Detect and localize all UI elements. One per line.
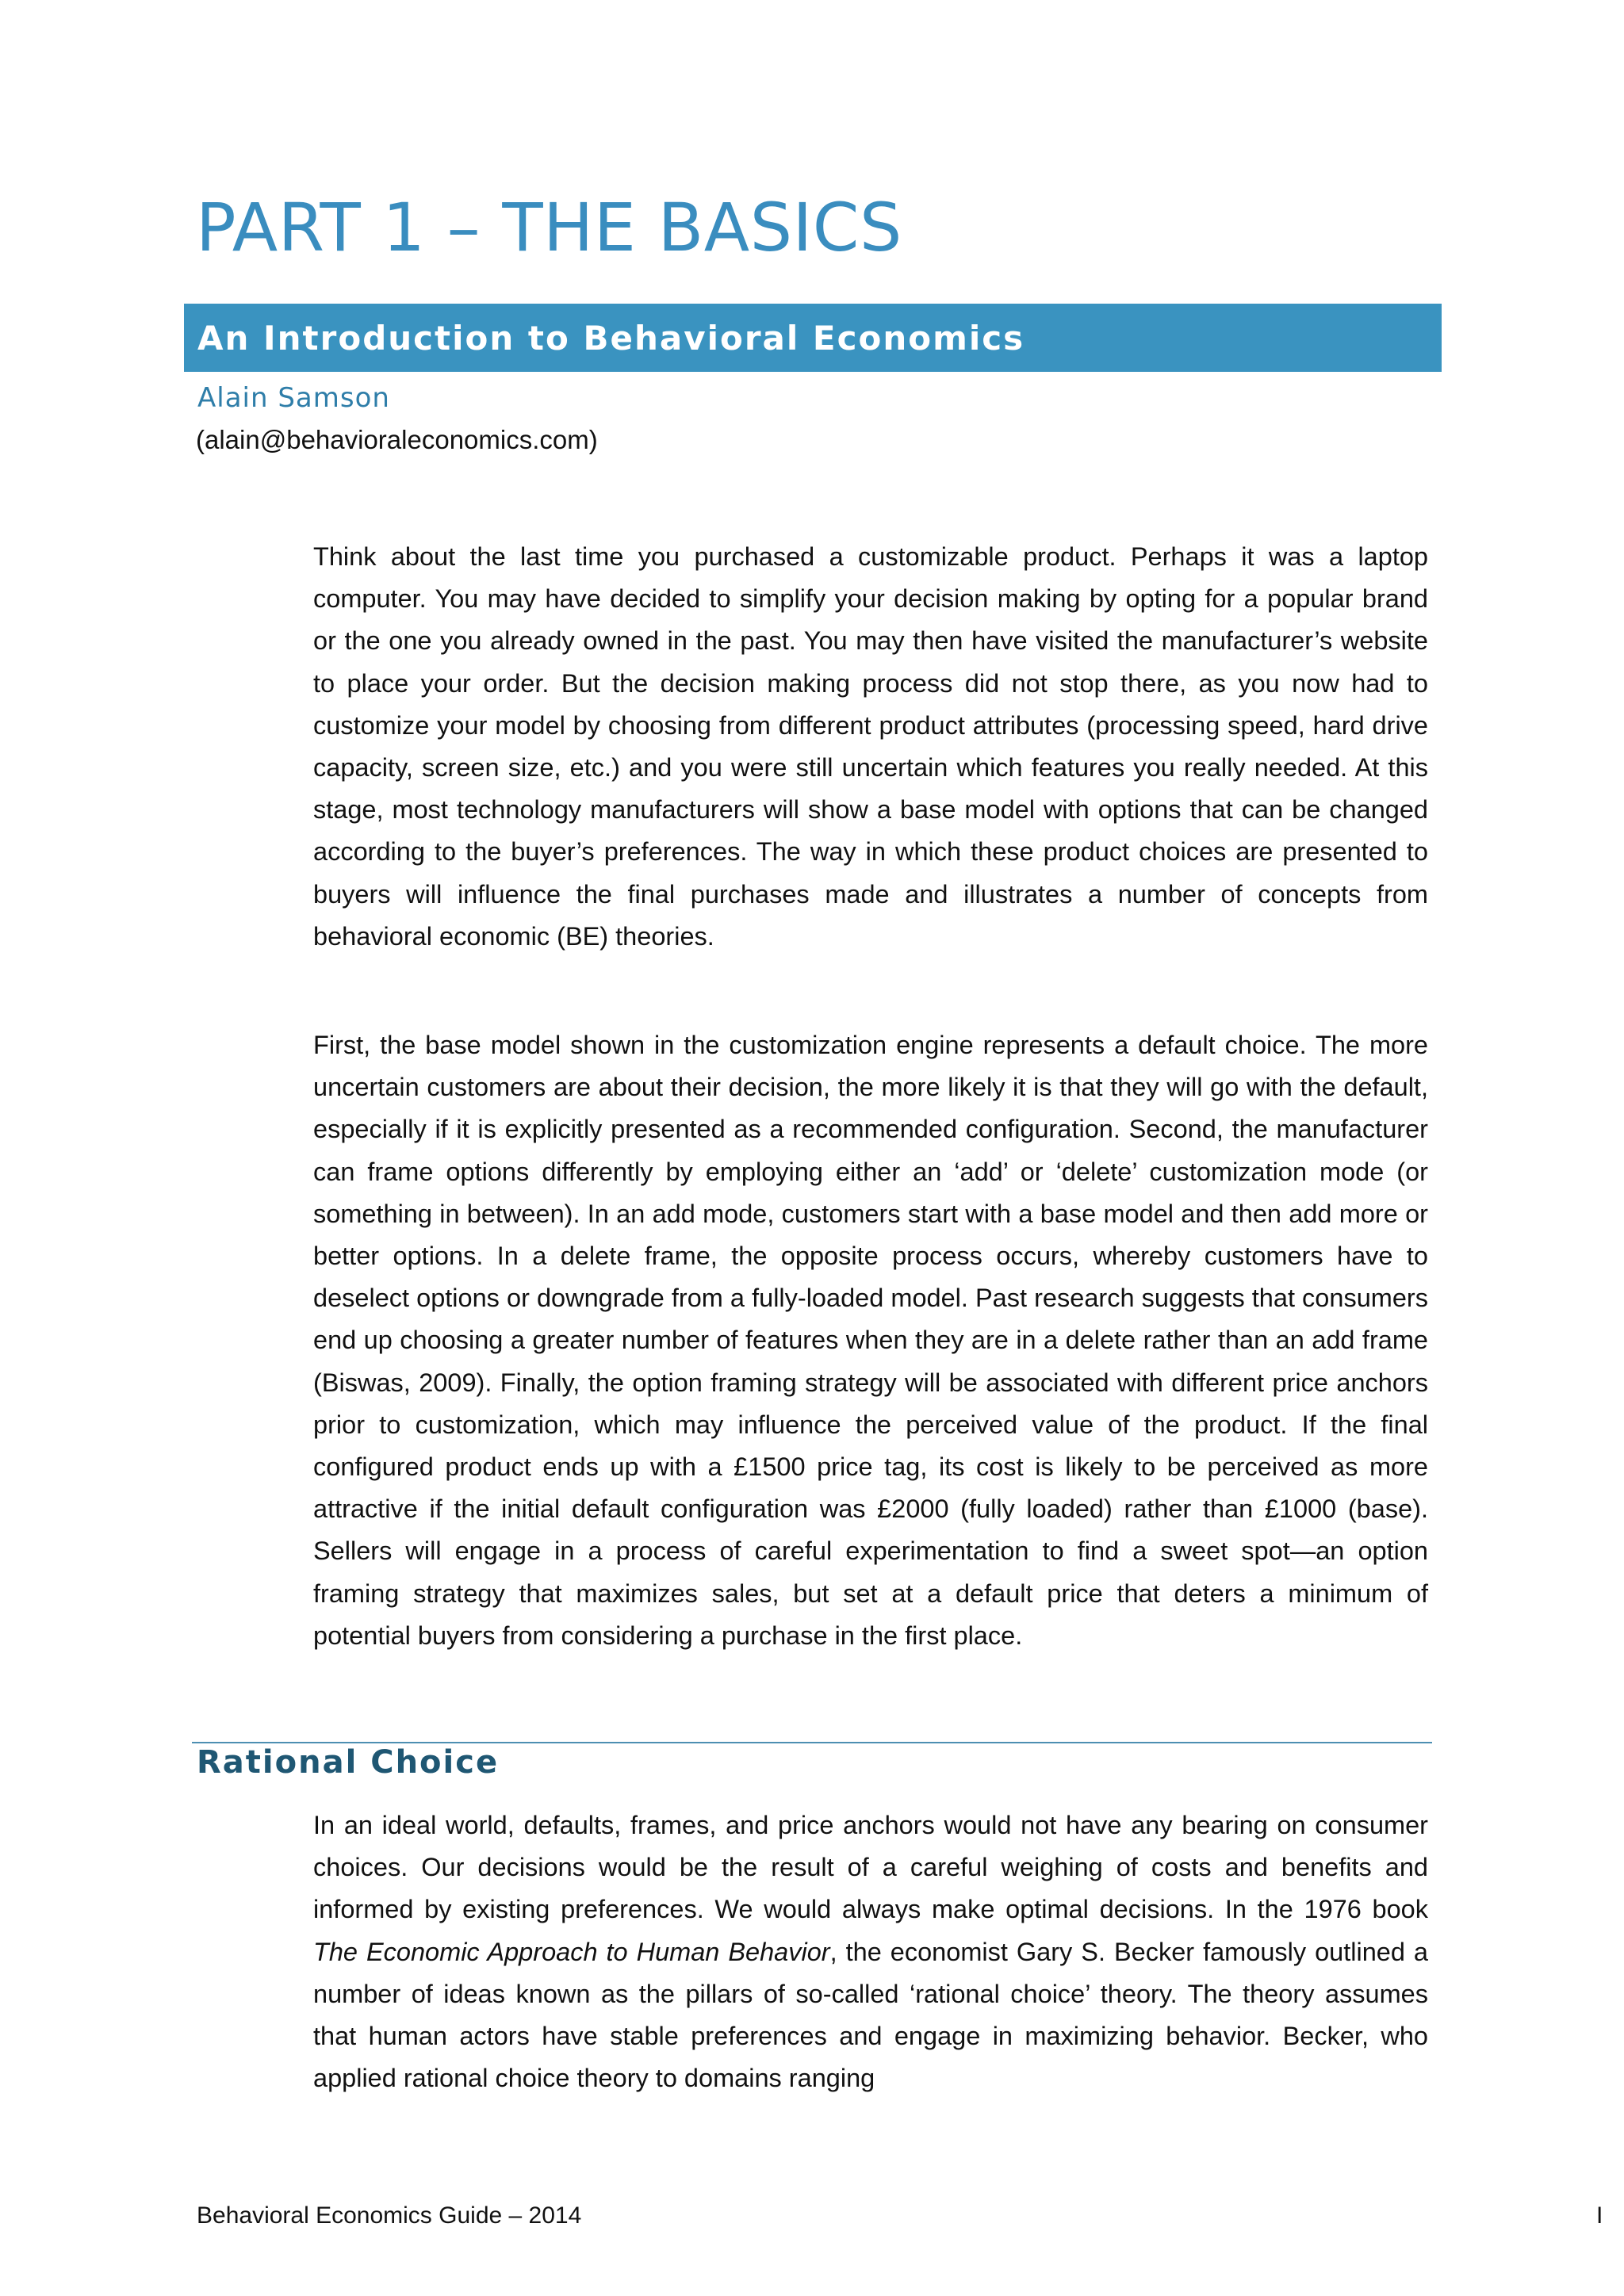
author-name: Alain Samson bbox=[197, 382, 390, 414]
footer-label: Behavioral Economics Guide – 2014 bbox=[197, 2202, 582, 2229]
section-divider bbox=[192, 1742, 1432, 1743]
book-title: The Economic Approach to Human Behavior bbox=[313, 1937, 830, 1966]
section-text-start: In an ideal world, defaults, frames, and price anchors would not have any bearing on consumer choices. Our decisions would be the result of a careful weighing of costs and benefits and informed by existing preferences. We would always make optimal decisions. In the 1976 book bbox=[313, 1811, 1428, 1924]
page-title: PART 1 – THE BASICS bbox=[196, 189, 902, 266]
author-email: (alain@behavioraleconomics.com) bbox=[196, 425, 598, 454]
title-banner bbox=[184, 304, 1442, 372]
intro-paragraph-2: First, the base model shown in the customization engine represents a default choice. The more uncertain customers are about their decision, the more likely it is that they will go with the default, especially if it is explicitly presented as a recommended configuration. Second, the manufacturer can frame options differently by employing either an ‘add’ or ‘delete’ customization mode (or something in between). In an add mode, customers start with a base model and then add more or better options. In a delete frame, the opposite process occurs, whereby customers have to deselect options or downgrade from a fully-loaded model. Past research suggests that consumers end up choosing a greater number of features when they are in a delete rather than an add frame (Biswas, 2009). Finally, the option framing strategy will be associated with different price anchors prior to customization, which may influence the perceived value of the product. If the final configured product ends up with a £1500 price tag, its cost is likely to be perceived as more attractive if the initial default configuration was £2000 (fully loaded) rather than £1000 (base). Sellers will engage in a process of careful experimentation to find a sweet spot—an option framing strategy that maximizes sales, but set at a default price that deters a minimum of potential buyers from considering a purchase in the first place. bbox=[313, 1031, 1428, 1650]
page-number: I bbox=[1596, 2202, 1603, 2229]
section-text-end: , the economist Gary S. Becker famously outlined a number of ideas known as the pillars of so-called ‘rational choice’ theory. The theory assumes that human actors have stable preferences and engage in maximizing behavior. Becker, who applied rational choice theory to domains ranging bbox=[313, 1937, 1428, 2093]
section-heading: Rational Choice bbox=[197, 1744, 500, 1781]
article-title: An Introduction to Behavioral Economics bbox=[197, 318, 1025, 358]
intro-paragraph-1: Think about the last time you purchased a customizable product. Perhaps it was a laptop computer. You may have decided to simplify your decision making by opting for a popular brand or the one you already owned in the past. You may then have visited the manufacturer’s website to place your order. But the decision making process did not stop there, as you now had to customize your model by choosing from different product attributes (processing speed, hard drive capacity, screen size, etc.) and you were still uncertain which features you really needed. At this stage, most technology manufacturers will show a base model with options that can be changed according to the buyer’s preferences. The way in which these product choices are presented to buyers will influence the final purchases made and illustrates a number of concepts from behavioral economic (BE) theories. bbox=[313, 542, 1428, 951]
section-paragraph bbox=[313, 1804, 1428, 2099]
